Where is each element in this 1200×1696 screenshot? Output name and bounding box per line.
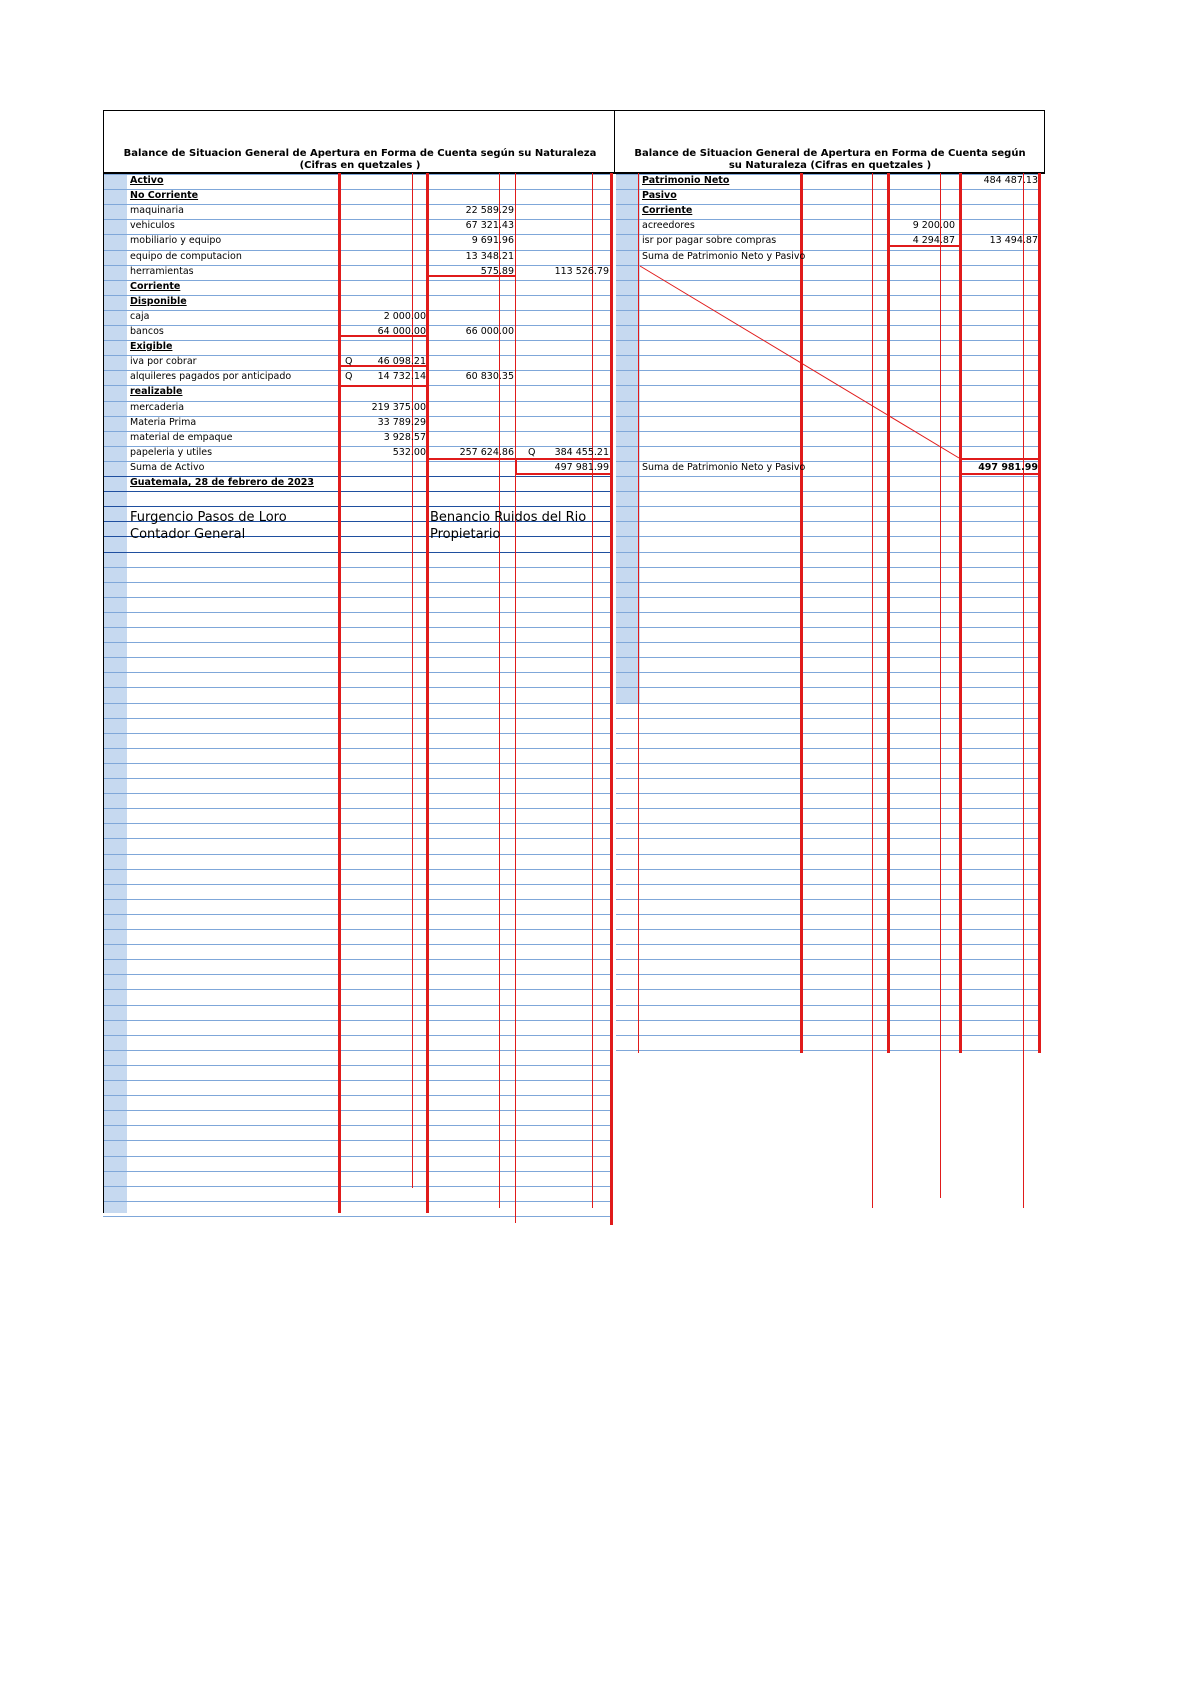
amount-cell: 46 098.21 — [377, 356, 426, 368]
signature-role-2: Propietario — [430, 527, 501, 542]
amount-cell: 67 321.43 — [465, 220, 514, 232]
amount-cell: 13 348.21 — [465, 250, 514, 262]
row-label: herramientas — [130, 265, 194, 277]
row-label: No Corriente — [130, 190, 199, 202]
row-label: vehiculos — [130, 220, 175, 232]
left-title: Balance de Situacion General de Apertura en Forma de Cuenta según su Naturaleza (Cifras en quetzales ) — [123, 148, 597, 171]
amount-cell: 257 624.86 — [459, 446, 514, 458]
amount-cell: 9 691.96 — [471, 235, 514, 247]
row-label: mobiliario y equipo — [130, 235, 222, 247]
amount-cell: 9 200.00 — [912, 220, 955, 232]
signature-name-1: Furgencio Pasos de Loro — [130, 510, 287, 525]
row-label: iva por cobrar — [130, 356, 197, 368]
right-title: Balance de Situacion General de Apertura en Forma de Cuenta según su Naturaleza (Cifras en quetzales ) — [634, 148, 1026, 171]
row-label: Exigible — [130, 341, 173, 353]
amount-cell: 3 928.57 — [383, 431, 426, 443]
currency-symbol: Q — [345, 356, 353, 368]
amount-cell: 575.89 — [480, 265, 514, 277]
row-label: Disponible — [130, 295, 187, 307]
row-label: caja — [130, 310, 150, 322]
row-label: mercaderia — [130, 401, 185, 413]
amount-cell: 60 830.35 — [465, 371, 514, 383]
row-label: papeleria y utiles — [130, 446, 213, 458]
row-label: Corriente — [642, 205, 693, 217]
amount-cell: 484 487.13 — [983, 175, 1038, 186]
signature-name-2: Benancio Ruidos del Rio — [430, 510, 587, 525]
amount-cell: 219 375.00 — [371, 401, 426, 413]
amount-cell: 14 732.14 — [377, 371, 426, 383]
row-label: bancos — [130, 326, 164, 337]
row-label: Suma de Patrimonio Neto y Pasivo — [642, 250, 806, 262]
currency-symbol: Q — [345, 371, 353, 383]
row-label: maquinaria — [130, 205, 184, 217]
amount-cell: 22 589.29 — [465, 205, 514, 217]
amount-cell: 13 494.87 — [989, 235, 1038, 247]
amount-cell: 532.00 — [392, 446, 426, 458]
right-total-value: 497 981.99 — [978, 462, 1038, 473]
amount-cell: 497 981.99 — [554, 461, 609, 473]
row-label: Pasivo — [642, 190, 677, 202]
amount-cell: 384 455.21 — [554, 446, 609, 458]
signature-role-1: Contador General — [130, 527, 246, 542]
row-label: equipo de computacion — [130, 250, 242, 262]
row-label: Guatemala, 28 de febrero de 2023 — [130, 477, 314, 488]
row-label: acreedores — [642, 220, 695, 232]
row-label: Suma de Activo — [130, 461, 205, 473]
row-label: Materia Prima — [130, 416, 197, 428]
row-label: material de empaque — [130, 431, 233, 443]
amount-cell: 113 526.79 — [554, 265, 609, 277]
row-label: Activo — [130, 175, 164, 186]
row-label: Patrimonio Neto — [642, 175, 730, 186]
currency-symbol: Q — [528, 446, 536, 458]
row-label: realizable — [130, 386, 183, 398]
amount-cell: 4 294.87 — [912, 235, 955, 247]
amount-cell: 33 789.29 — [377, 416, 426, 428]
right-total-label: Suma de Patrimonio Neto y Pasivo — [642, 462, 806, 473]
row-label: alquileres pagados por anticipado — [130, 371, 292, 383]
amount-cell: 64 000.00 — [377, 326, 426, 337]
row-label: Corriente — [130, 280, 181, 292]
row-label: isr por pagar sobre compras — [642, 235, 777, 247]
amount-cell: 2 000.00 — [383, 310, 426, 322]
amount-cell: 66 000.00 — [465, 326, 514, 337]
